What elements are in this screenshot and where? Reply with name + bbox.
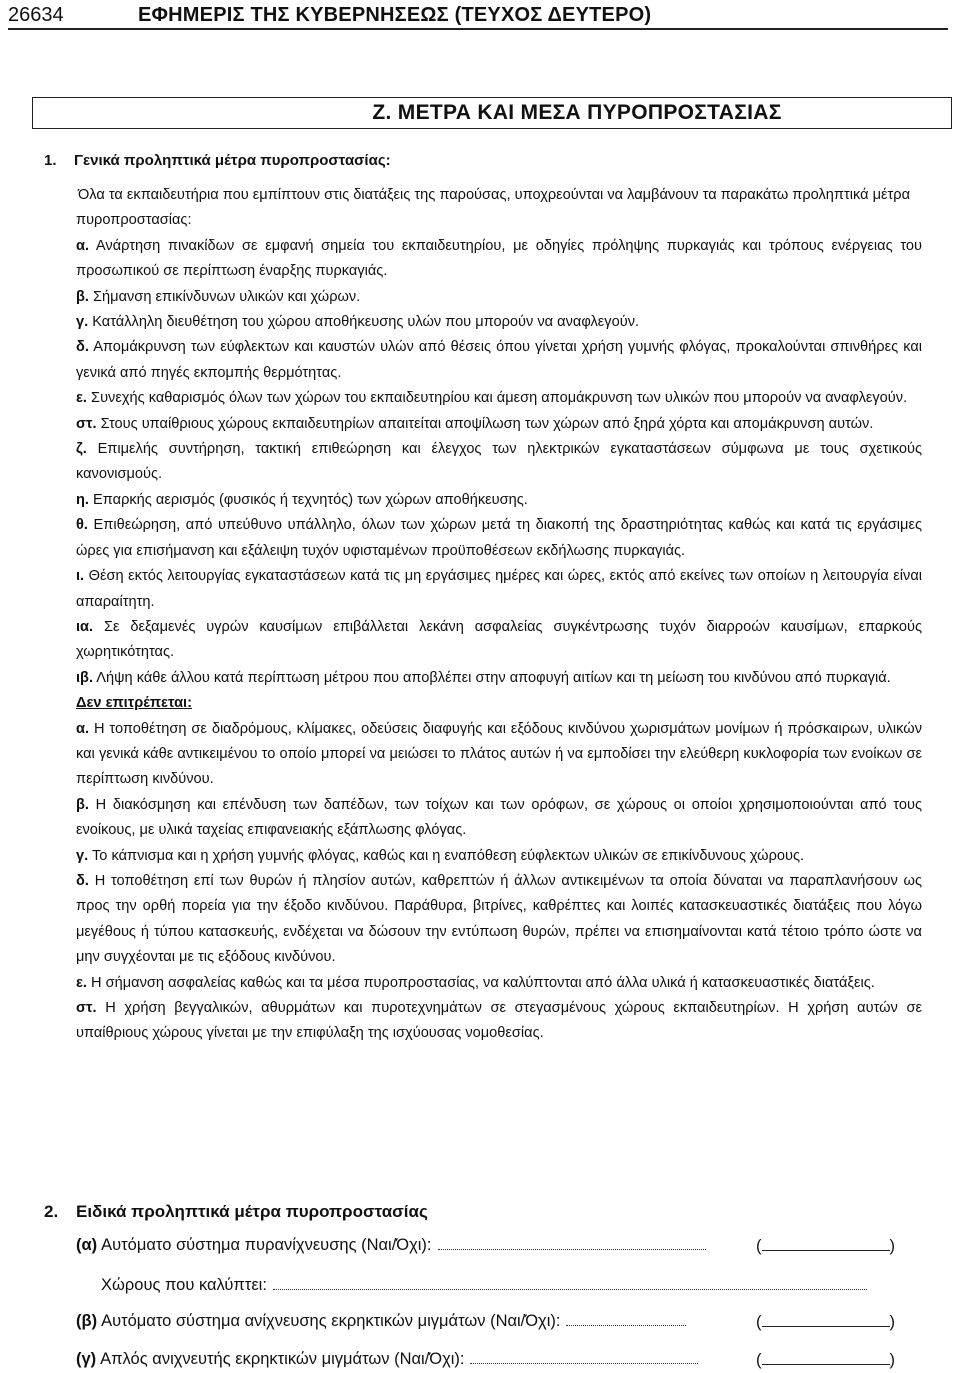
item-text: Θέση εκτός λειτουργίας εγκαταστάσεων κατά τις μη εργάσιμες ημέρες και ώρες, εκτός από εκείνες των οποίων η λειτουργία είναι απαραίτητη.: [76, 568, 922, 610]
item-label: β.: [76, 796, 89, 813]
item-label: δ.: [76, 339, 89, 356]
field-label: Απλός ανιχνευτής εκρηκτικών μιγμάτων (Ναι/Όχι):: [100, 1350, 465, 1368]
form-row-explosive-system: [76, 1312, 686, 1331]
item-label: στ.: [76, 415, 97, 432]
item-text: Η διακόσμηση και επένδυση των δαπέδων, των τοίχων και των ορόφων, σε χώρους οι οποίοι χρησιμοποιούνται από τους ενοίκους, με υλικά ταχείας επιφανειακής εξάπλωσης φλόγας.: [76, 796, 922, 839]
item-text: Στους υπαίθριους χώρους εκπαιδευτηρίων απαιτείται αποψίλωση των χώρων από ξηρά χόρτα και απομάκρυνση αυτών.: [100, 415, 874, 432]
item-label: η.: [76, 491, 89, 508]
answer-line[interactable]: [762, 1350, 890, 1365]
item-text: Η τοποθέτηση σε διαδρόμους, κλίμακες, οδεύσεις διαφυγής και εξόδους κινδύνου χωρισμάτων μονίμων ή πρόσκαιρων, υλικών και γενικά κάθε αντικειμένου το οποίο μπορεί να μειώσει το πλάτος αυτών ή να εμποδίσει την ελεύθερη κυκλοφορία των ενοίκων σε περίπτωση κινδύνου.: [76, 720, 922, 788]
prohibited-heading: Δεν επιτρέπεται:: [76, 695, 192, 712]
part2-number: 2.: [44, 1202, 59, 1221]
covered-areas-input[interactable]: [273, 1277, 867, 1290]
measure-item: [76, 615, 922, 666]
paren-open: (: [756, 1351, 762, 1369]
item-label: γ.: [76, 314, 89, 331]
field-key: (γ): [76, 1350, 97, 1368]
item-label: στ.: [76, 1000, 97, 1016]
section-title: Ζ. ΜΕΤΡΑ ΚΑΙ ΜΕΣΑ ΠΥΡΟΠΡΟΣΤΑΣΙΑΣ: [372, 101, 782, 124]
item-label: ε.: [76, 974, 87, 991]
measure-item: [76, 564, 922, 615]
item-text: Σε δεξαμενές υγρών καυσίμων επιβάλλεται λεκάνη ασφαλείας συγκέντρωσης τυχόν διαρροών καυσίμων, επαρκούς χωρητικότητας.: [76, 618, 922, 661]
measure-item: [76, 335, 922, 386]
part1-body: [76, 183, 922, 1047]
item-label: γ.: [76, 847, 89, 864]
form-row-fire-detection: [76, 1236, 706, 1255]
part2-title: Ειδικά προληπτικά μέτρα πυροπροστασίας: [76, 1202, 428, 1221]
item-text: Απομάκρυνση των εύφλεκτων και καυστών υλών από θέσεις όπου γίνεται χρήση γυμνής φλόγας, προκαλούνται σπινθήρες και γενικά από πηγές εκπομπής θερμότητας.: [76, 339, 922, 381]
field-label: Αυτόματο σύστημα πυρανίχνευσης (Ναι/Όχι):: [101, 1236, 432, 1254]
section-title-box: [32, 97, 952, 129]
explosive-system-input[interactable]: [566, 1313, 686, 1326]
measure-item: [76, 285, 922, 310]
item-text: Συνεχής καθαρισμός όλων των χώρων του εκπαιδευτηρίου και άμεση απομάκρυνση των υλικών που μπορούν να αναφλεγούν.: [91, 390, 908, 407]
part2-heading: [44, 1202, 428, 1222]
form-row-covered-areas: [101, 1276, 867, 1295]
item-label: β.: [76, 288, 89, 305]
prohibited-item: [76, 793, 922, 844]
paren-close: ): [889, 1313, 895, 1331]
explosive-system-answer-box[interactable]: [756, 1312, 895, 1332]
measure-item: [76, 488, 922, 513]
measure-item: [76, 412, 922, 437]
item-label: ιβ.: [76, 669, 94, 686]
measure-item: [76, 666, 922, 691]
measure-item: [76, 513, 922, 564]
item-text: Λήψη κάθε άλλου κατά περίπτωση μέτρου που αποβλέπει στην αποφυγή αιτίων και τη μείωση του κινδύνου από πυρκαγιά.: [96, 669, 891, 686]
measure-item: [76, 437, 922, 488]
measure-item: [76, 234, 922, 285]
field-label: Χώρους που καλύπτει:: [101, 1276, 267, 1294]
measure-item: [76, 386, 922, 411]
gazette-title: ΕΦΗΜΕΡΙΣ ΤΗΣ ΚΥΒΕΡΝΗΣΕΩΣ (ΤΕΥΧΟΣ ΔΕΥΤΕΡΟ): [138, 3, 652, 26]
paren-open: (: [756, 1313, 762, 1331]
fire-detection-answer-box[interactable]: [756, 1236, 895, 1256]
prohibited-heading-row: [76, 691, 922, 716]
item-label: ζ.: [76, 441, 87, 458]
answer-line[interactable]: [762, 1236, 890, 1251]
form-row-explosive-detector: [76, 1350, 698, 1369]
measure-item: [76, 310, 922, 335]
paren-close: ): [889, 1351, 895, 1369]
item-text: Η σήμανση ασφαλείας καθώς και τα μέσα πυροπροστασίας, να καλύπτονται από άλλα υλικά ή κατασκευαστικές διατάξεις.: [91, 974, 875, 991]
paren-close: ): [889, 1237, 895, 1255]
item-label: ι.: [76, 568, 85, 585]
part1-heading: [44, 152, 391, 169]
item-text: Ανάρτηση πινακίδων σε εμφανή σημεία του εκπαιδευτηρίου, με οδηγίες πρόληψης πυρκαγιάς και τρόπους ενέργειας του προσωπικού σε περίπτωση έναρξης πυρκαγιάς.: [76, 237, 922, 280]
item-text: Σήμανση επικίνδυνων υλικών και χώρων.: [93, 288, 361, 305]
page-number: 26634: [8, 3, 64, 26]
item-text: Η χρήση βεγγαλικών, αθυρμάτων και πυροτεχνημάτων σε στεγασμένους χώρους εκπαιδευτηρίων. Η χρήση αυτών σε υπαίθριους χώρους γίνεται με την επιφύλαξη της ισχύουσας νομοθεσίας.: [76, 1000, 922, 1042]
prohibited-item: [76, 844, 922, 869]
paren-open: (: [756, 1237, 762, 1255]
intro-paragraph: Όλα τα εκπαιδευτήρια που εμπίπτουν στις διατάξεις της παρούσας, υποχρεούνται να λαμβάνουν τα παρακάτω προληπτικά μέτρα πυροπροστασίας:: [76, 187, 911, 229]
item-text: Η τοποθέτηση επί των θυρών ή πλησίον αυτών, καθρεπτών ή άλλων αντικειμένων τα οποία δύναται να παραπλανήσουν ως προς την ορθή πορεία για την έξοδο κινδύνου. Παράθυρα, βιτρίνες, καθρέπτες και λοιπές κατασκευαστικές διατάξεις που λόγω μεγέθους ή τύπου κατασκευής, ενδέχεται να δώσουν την εντύπωση θυρών, πρέπει να επισημαίνονται κατά τέτοιο τρόπο ώστε να μην συγχέονται με τις εξόδους κινδύνου.: [76, 872, 922, 966]
prohibited-item: [76, 971, 922, 996]
page-header: [8, 2, 948, 30]
item-label: δ.: [76, 872, 89, 889]
fire-detection-input[interactable]: [438, 1237, 706, 1250]
field-label: Αυτόματο σύστημα ανίχνευσης εκρηκτικών μιγμάτων (Ναι/Όχι):: [101, 1312, 561, 1330]
explosive-detector-input[interactable]: [470, 1351, 698, 1364]
item-text: Κατάλληλη διευθέτηση του χώρου αποθήκευσης υλών που μπορούν να αναφλεγούν.: [92, 314, 640, 331]
answer-line[interactable]: [762, 1312, 890, 1327]
item-label: ια.: [76, 618, 94, 635]
item-label: θ.: [76, 517, 88, 534]
item-text: Επαρκής αερισμός (φυσικός ή τεχνητός) των χώρων αποθήκευσης.: [93, 491, 528, 508]
item-text: Το κάπνισμα και η χρήση γυμνής φλόγας, καθώς και η εναπόθεση εύφλεκτων υλικών σε επικίνδυνους χώρους.: [91, 847, 805, 864]
field-key: (α): [76, 1236, 98, 1254]
part1-title: Γενικά προληπτικά μέτρα πυροπροστασίας:: [74, 152, 391, 169]
item-text: Επιμελής συντήρηση, τακτική επιθεώρηση και έλεγχος των ηλεκτρικών εγκαταστάσεων σύμφωνα με τους σχετικούς κανονισμούς.: [76, 441, 922, 483]
item-label: α.: [76, 237, 90, 254]
part1-number: 1.: [44, 152, 57, 169]
prohibited-item: [76, 869, 922, 971]
prohibited-item: [76, 717, 922, 793]
item-text: Επιθεώρηση, από υπεύθυνο υπάλληλο, όλων των χώρων μετά τη διακοπή της δραστηριότητας καθώς και κατά τις εργάσιμες ώρες για επισήμανση και εξάλειψη τυχόν υφισταμένων προϋποθέσεων εκδήλωσης πυρκαγιάς.: [76, 517, 922, 559]
field-key: (β): [76, 1312, 98, 1330]
explosive-detector-answer-box[interactable]: [756, 1350, 895, 1370]
prohibited-item: [76, 996, 922, 1047]
item-label: α.: [76, 720, 90, 737]
item-label: ε.: [76, 390, 87, 407]
